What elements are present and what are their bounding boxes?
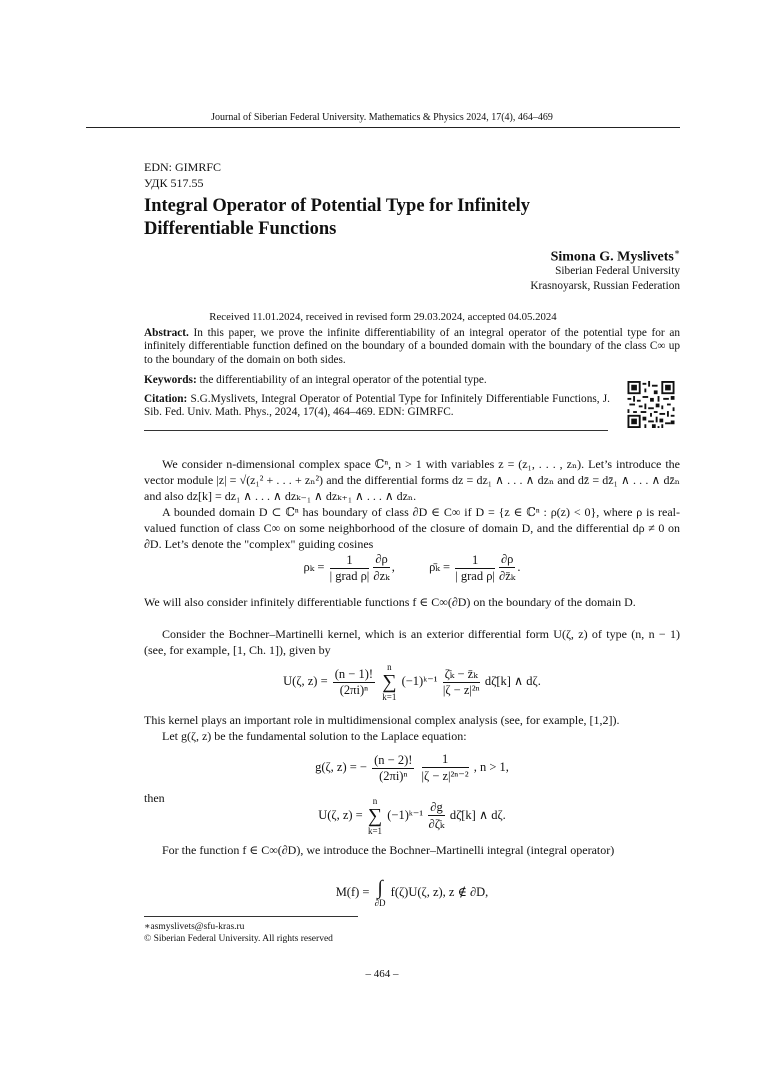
- eq4-frac: [428, 800, 444, 832]
- title-line-2: Differentiable Functions: [144, 219, 337, 239]
- eq4-sum-top: n: [372, 796, 378, 806]
- equation-fundamental-solution: [144, 752, 680, 784]
- edn-line: EDN: GIMRFC: [144, 160, 222, 174]
- header-rule: [86, 127, 680, 128]
- eq1-lhs1: ρₖ =: [303, 559, 325, 574]
- eq1-den: | grad ρ|: [329, 568, 370, 583]
- eq1-deriv: [373, 552, 389, 584]
- paragraph-2: A bounded domain D ⊂ ℂⁿ has boundary of class ∂D ∈ C∞ if D = {z ∈ ℂⁿ : ρ(z) < 0}, where ρ is real-valued function of class C∞ on some neighborhood of the closure of domain D, and the differential dρ ≠ 0 on ∂D. Let’s denote the "complex" guiding cosines: [144, 505, 680, 551]
- eq2-num: (n − 1)!: [334, 666, 374, 681]
- eq1-frac2: [455, 553, 495, 584]
- abstract: [144, 327, 680, 367]
- eq1-num2: 1: [455, 553, 495, 569]
- eq4-mid: (−1)ᵏ⁻¹: [387, 807, 424, 822]
- eq2-sum-symbol: ∑: [382, 671, 397, 693]
- eq1-end: .: [517, 559, 521, 574]
- eq3-den2: |ζ − z|²ⁿ⁻²: [421, 769, 469, 783]
- title-line-1: Integral Operator of Potential Type for Infinitely: [144, 196, 531, 216]
- eq4-sum: [368, 796, 382, 836]
- author-footnote-mark: ∗: [673, 247, 680, 257]
- footnote-copyright: © Siberian Federal University. All rights reserved: [144, 934, 333, 944]
- abstract-label: Abstract.: [144, 327, 189, 339]
- equation-bochner-martinelli-integral: [144, 878, 680, 908]
- eq4-fden: ∂ζ̄ₖ: [428, 817, 445, 831]
- eq5-lhs: M(f) =: [335, 884, 370, 899]
- eq3-lhs: g(ζ, z) = −: [315, 759, 367, 774]
- equation-guiding-cosines: [144, 552, 680, 584]
- eq2-fden: |ζ − z|²ⁿ: [442, 683, 480, 697]
- author-name: [551, 247, 680, 266]
- abstract-text: In this paper, we prove the infinite differentiability of an integral operator of the potential type for an infinitely differentiable function defined on the boundary of a bounded domain with the boundary of the class C∞ up to the boundary of the domain on both sides.: [144, 327, 680, 366]
- udk-line: УДК 517.55: [144, 176, 204, 190]
- eq1-num: 1: [330, 553, 370, 569]
- equation-bochner-martinelli-kernel: [144, 662, 680, 702]
- paragraph-7: For the function f ∈ C∞(∂D), we introduce the Bochner–Martinelli integral (integral operator): [162, 843, 615, 857]
- eq1-dnum: ∂ρ: [375, 552, 388, 566]
- eq2-sum-top: n: [387, 662, 392, 672]
- qr-code[interactable]: [626, 381, 676, 428]
- eq1-dden: ∂zₖ: [373, 569, 390, 583]
- eq5-integral: [375, 878, 386, 908]
- eq1-deriv2: [499, 552, 515, 584]
- affiliation-1: Siberian Federal University: [555, 265, 680, 277]
- eq4-fnum: ∂g: [430, 800, 443, 814]
- eq3-num: (n − 2)!: [374, 752, 413, 767]
- eq5-int-symbol: ∫: [377, 877, 383, 899]
- eq3-den: (2πi)ⁿ: [379, 768, 408, 783]
- eq3-frac2: [422, 752, 469, 784]
- eq1-lhs2: ρ̄ₖ =: [429, 559, 451, 574]
- author-name-text: Simona G. Myslivets: [550, 249, 674, 265]
- eq1-dnum2: ∂ρ: [500, 552, 514, 566]
- paragraph-1: We consider n-dimensional complex space ℂⁿ, n > 1 with variables z = (z₁, . . . , zₙ). Let’s introduce the vector module |z| = √(z₁² + . . . + zₙ²) and the differential forms dz = dz₁ ∧ . . . ∧ dzₙ and dz̄ = dz̄₁ ∧ . . . ∧ dz̄ₙ and also dz[k] = dz₁ ∧ . . . ∧ dzₖ₋₁ ∧ dzₖ₊₁ ∧ . . . ∧ dzₙ.: [144, 457, 680, 503]
- footnote-rule: [144, 916, 358, 917]
- eq1-sep: ,: [391, 559, 395, 574]
- eq2-sum: [382, 662, 396, 702]
- eq2-frac2: [443, 666, 480, 698]
- eq2-mid: (−1)ᵏ⁻¹: [401, 673, 438, 688]
- eq3-tail: , n > 1,: [473, 759, 509, 774]
- eq4-tail: dζ̄[k] ∧ dζ.: [449, 807, 506, 822]
- keywords-label: Keywords:: [144, 374, 197, 386]
- citation-text: S.G.Myslivets, Integral Operator of Potential Type for Infinitely Differentiable Functions, J. Sib. Fed. Univ. Math. Phys., 2024, 17(4), 464–469. EDN: GIMRFC.: [144, 393, 610, 419]
- eq2-den: (2πi)ⁿ: [339, 682, 369, 697]
- paragraph-4: Consider the Bochner–Martinelli kernel, which is an exterior differential form U(ζ, z) of type (n, n − 1) (see, for example, [1, Ch. 1]), given by: [144, 627, 680, 657]
- eq2-tail: dζ̄[k] ∧ dζ.: [484, 673, 541, 688]
- eq4-sum-symbol: ∑: [367, 805, 383, 827]
- paragraph-6: Let g(ζ, z) be the fundamental solution to the Laplace equation:: [162, 729, 467, 743]
- received-dates: Received 11.01.2024, received in revised form 29.03.2024, accepted 04.05.2024: [209, 311, 557, 323]
- footnote-email[interactable]: ∗asmyslivets@sfu-kras.ru: [144, 922, 245, 932]
- journal-header: Journal of Siberian Federal University. Mathematics & Physics 2024, 17(4), 464–469: [211, 112, 553, 123]
- eq4-sum-bot: k=1: [367, 826, 383, 836]
- eq5-tail: f(ζ)U(ζ, z), z ∉ ∂D,: [390, 884, 489, 899]
- eq2-sum-bot: k=1: [382, 692, 397, 702]
- paragraph-3: We will also consider infinitely differentiable functions f ∈ C∞(∂D) on the boundary of the domain D.: [144, 595, 636, 609]
- eq4-lhs: U(ζ, z) =: [318, 807, 363, 822]
- eq5-int-sub: ∂D: [374, 898, 386, 908]
- eq2-frac: [333, 667, 375, 698]
- paragraph-5: This kernel plays an important role in multidimensional complex analysis (see, for example, [1,2]).: [144, 713, 620, 727]
- citation: [144, 393, 610, 420]
- abstract-rule: [144, 430, 608, 431]
- page-number: – 464 –: [365, 968, 399, 980]
- eq2-fnum: ζ̄ₖ − z̄ₖ: [444, 667, 478, 681]
- equation-kernel-via-g: [144, 796, 680, 836]
- eq1-dden2: ∂z̄ₖ: [499, 569, 516, 583]
- paper-title: [144, 195, 664, 241]
- keywords-text: the differentiability of an integral operator of the potential type.: [199, 374, 487, 386]
- keywords: [144, 374, 614, 387]
- eq2-lhs: U(ζ, z) =: [283, 673, 328, 688]
- affiliation-2: Krasnoyarsk, Russian Federation: [530, 280, 680, 292]
- eq3-num2: 1: [422, 752, 469, 768]
- then-word: then: [144, 791, 165, 805]
- eq3-frac: [372, 753, 414, 784]
- citation-label: Citation:: [144, 393, 188, 405]
- eq1-den2: | grad ρ|: [455, 568, 495, 583]
- eq1-frac: [330, 553, 370, 584]
